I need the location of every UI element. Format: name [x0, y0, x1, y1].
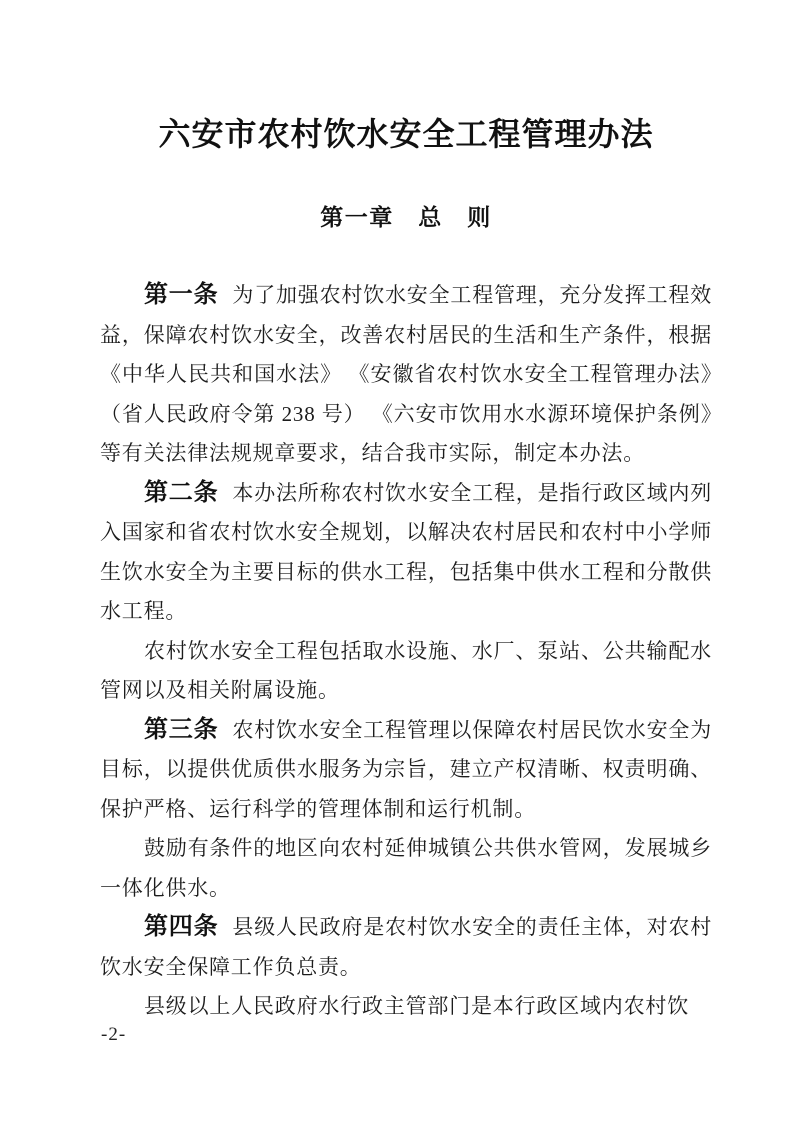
article-2-cont-text: 农村饮水安全工程包括取水设施、水厂、泵站、公共输配水管网以及相关附属设施。: [100, 638, 712, 702]
article-1-text: 为了加强农村饮水安全工程管理，充分发挥工程效益，保障农村饮水安全，改善农村居民的生活和生产条件，根据《中华人民共和国水法》 《安徽省农村饮水安全工程管理办法》（省人民政府令第 238 号） 《六安市饮用水水源环境保护条例》等有关法律法规规章要求，结合我市实际，制定本办法。: [100, 283, 713, 465]
article-3-label: 第三条: [144, 715, 219, 743]
document-content: [100, 0, 712, 1027]
document-title: 六安市农村饮水安全工程管理办法: [158, 116, 654, 152]
article-4-cont-text: 县级以上人民政府水行政主管部门是本行政区域内农村饮: [144, 994, 689, 1018]
paragraph-article-2-cont: [100, 632, 712, 711]
article-2-label: 第二条: [144, 478, 219, 506]
paragraph-article-3-cont: [100, 829, 712, 908]
article-4-text: 县级人民政府是农村饮水安全的责任主体，对农村饮水安全保障工作负总责。: [100, 915, 713, 979]
paragraph-article-1: [100, 276, 712, 474]
article-3-cont-text: 鼓励有条件的地区向农村延伸城镇公共供水管网，发展城乡一体化供水。: [100, 836, 712, 900]
article-2-text: 本办法所称农村饮水安全工程，是指行政区域内列入国家和省农村饮水安全规划，以解决农村居民和农村中小学师生饮水安全为主要目标的供水工程，包括集中供水工程和分散供水工程。: [100, 480, 713, 623]
article-4-label: 第四条: [144, 913, 219, 940]
paragraph-article-3: [100, 711, 712, 830]
paragraph-article-4: [100, 908, 712, 987]
paragraph-article-2: [100, 474, 712, 632]
chapter-heading: 第一章 总 则: [320, 204, 492, 230]
article-3-text: 农村饮水安全工程管理以保障农村居民饮水安全为目标，以提供优质供水服务为宗旨，建立产权清晰、权责明确、保护严格、运行科学的管理体制和运行机制。: [100, 717, 713, 821]
page-number: -2-: [101, 1024, 127, 1045]
document-body: [100, 276, 712, 1027]
article-1-label: 第一条: [144, 281, 219, 308]
paragraph-article-4-cont: [100, 987, 712, 1027]
